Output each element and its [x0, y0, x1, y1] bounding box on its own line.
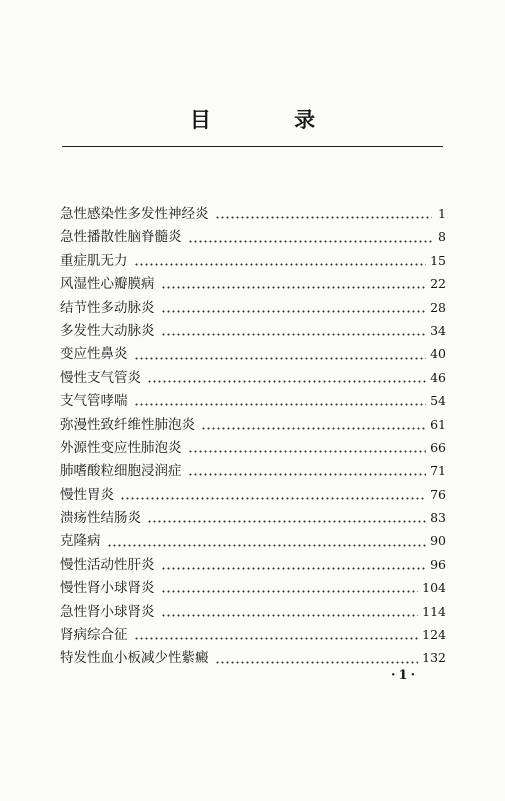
toc-entry[interactable] — [60, 366, 446, 389]
toc-entry-title: 溃疡性结肠炎 — [60, 510, 141, 527]
toc-entry-title: 慢性支气管炎 — [60, 369, 141, 386]
toc-entry[interactable] — [60, 529, 446, 552]
dot-leader — [161, 590, 419, 593]
toc-entry-title: 弥漫性致纤维性肺泡炎 — [60, 416, 195, 433]
page-number — [388, 668, 418, 683]
dot-leader — [107, 544, 427, 547]
toc-entry[interactable] — [60, 296, 446, 319]
toc-entry[interactable] — [60, 646, 446, 669]
toc-entry-title: 肺嗜酸粒细胞浸润症 — [60, 463, 182, 480]
page-title: 目 录 — [189, 108, 354, 132]
toc-entry-page: 90 — [430, 533, 446, 549]
toc-entry-page: 114 — [422, 603, 446, 619]
toc-entry[interactable] — [60, 225, 446, 248]
toc-entry-page: 124 — [422, 627, 446, 643]
dot-leader — [161, 333, 427, 336]
toc-entry-title: 急性感染性多发性神经炎 — [60, 206, 209, 222]
toc-entry[interactable] — [60, 389, 446, 412]
toc-entry-page: 83 — [430, 510, 446, 526]
dot-leader — [215, 216, 433, 219]
dot-leader — [147, 520, 426, 523]
toc-entry[interactable] — [60, 272, 446, 295]
toc-entry-page: 1 — [438, 206, 446, 221]
toc-entry-page: 132 — [422, 650, 446, 666]
toc-entry[interactable] — [60, 623, 446, 646]
toc-entry-title: 慢性胃炎 — [60, 486, 114, 503]
toc-entry[interactable] — [60, 576, 446, 599]
toc-entry-title: 急性播散性脑脊髓炎 — [60, 229, 182, 246]
dot-leader — [161, 614, 419, 617]
folio-dot-right: · — [410, 668, 416, 683]
toc-entry-page: 40 — [430, 346, 446, 362]
dot-leader — [134, 263, 427, 266]
toc-entry-page: 104 — [422, 580, 446, 596]
dot-leader — [134, 637, 419, 640]
folio-number: 1 — [398, 668, 408, 683]
toc-entry-title: 重症肌无力 — [60, 252, 128, 269]
toc-entry-page: 54 — [430, 393, 446, 409]
toc-entry-title: 慢性肾小球肾炎 — [60, 580, 155, 597]
folio-dot-left: · — [391, 668, 396, 683]
toc-entry[interactable] — [60, 600, 446, 623]
toc-entry-page: 28 — [430, 299, 446, 315]
toc-entry-page: 22 — [430, 276, 446, 292]
toc-entry-title: 克隆病 — [60, 533, 101, 550]
toc-entry-page: 8 — [438, 229, 446, 245]
dot-leader — [161, 286, 427, 289]
dot-leader — [134, 357, 427, 360]
toc-entry-page: 76 — [430, 486, 446, 502]
toc-entry-page: 66 — [430, 439, 446, 455]
toc-entry-page: 96 — [430, 556, 446, 572]
dot-leader — [188, 473, 427, 476]
toc-entry-page: 34 — [430, 322, 446, 338]
toc-entry[interactable] — [60, 483, 446, 506]
toc-entry-page: 46 — [430, 369, 446, 385]
dot-leader — [120, 497, 426, 500]
toc-entry-page: 15 — [430, 252, 446, 268]
toc-entry-title: 结节性多动脉炎 — [60, 299, 155, 316]
toc-entry[interactable] — [60, 459, 446, 482]
toc-entry[interactable] — [60, 553, 446, 576]
dot-leader — [134, 403, 427, 406]
toc-entry[interactable] — [60, 436, 446, 459]
toc-entry-title: 慢性活动性肝炎 — [60, 556, 155, 573]
dot-leader — [161, 310, 427, 313]
dot-leader — [215, 661, 419, 664]
toc-entry-title: 急性肾小球肾炎 — [60, 603, 155, 620]
dot-leader — [188, 240, 433, 243]
toc-entry-page: 61 — [430, 416, 446, 432]
toc-entry[interactable] — [60, 249, 446, 272]
toc-entry-title: 支气管哮喘 — [60, 393, 128, 410]
toc-entry[interactable] — [60, 202, 446, 225]
toc-entry[interactable] — [60, 506, 446, 529]
dot-leader — [147, 380, 426, 383]
toc-entry-title: 肾病综合征 — [60, 627, 128, 644]
toc-entry-title: 多发性大动脉炎 — [60, 322, 155, 339]
toc-entry-title: 风湿性心瓣膜病 — [60, 276, 155, 293]
dot-leader — [188, 450, 427, 453]
toc-entry[interactable] — [60, 413, 446, 436]
dot-leader — [161, 567, 427, 570]
toc-list — [60, 202, 446, 670]
toc-entry[interactable] — [60, 342, 446, 365]
toc-entry[interactable] — [60, 319, 446, 342]
toc-entry-title: 外源性变应性肺泡炎 — [60, 439, 182, 456]
dot-leader — [201, 427, 426, 430]
toc-entry-title: 特发性血小板减少性紫癜 — [60, 650, 209, 667]
title-rule — [62, 146, 443, 147]
toc-entry-title: 变应性鼻炎 — [60, 346, 128, 363]
toc-entry-page: 71 — [430, 463, 446, 479]
